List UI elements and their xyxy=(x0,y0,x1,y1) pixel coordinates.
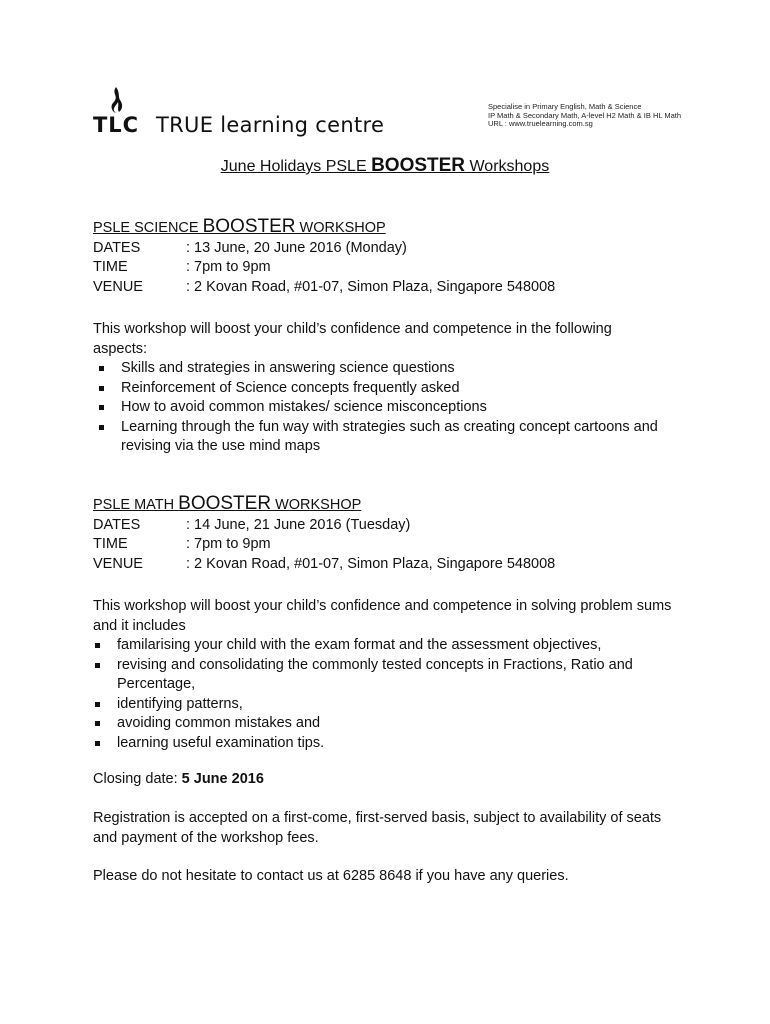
registration-text: Registration is accepted on a first-come, first-served basis, subject to availability of seats and payment of the workshop fees. xyxy=(93,810,662,846)
tagline-line: IP Math & Secondary Math, A-level H2 Math & IB HL Math xyxy=(488,110,682,120)
math-heading-emphasis: BOOSTER xyxy=(178,493,272,514)
venue-value: : 2 Kovan Road, #01-07, Simon Plaza, Singapore 548008 xyxy=(186,278,556,295)
science-intro: This workshop will boost your child’s confidence and competence in the following aspects: xyxy=(93,321,612,357)
science-heading-emphasis: BOOSTER xyxy=(202,216,296,237)
logo xyxy=(90,86,384,136)
closing-date-label: Closing date: xyxy=(93,771,182,787)
science-description xyxy=(93,320,663,457)
flame-icon xyxy=(107,86,125,114)
contact-note xyxy=(93,867,683,887)
dates-label: DATES xyxy=(93,516,141,533)
science-heading-post: WORKSHOP xyxy=(295,220,386,236)
title-emphasis: BOOSTER xyxy=(371,155,466,176)
logo-mark-text: TLC xyxy=(92,113,140,137)
tagline-line: Specialise in Primary English, Math & Science xyxy=(488,102,642,111)
page-title xyxy=(0,155,770,177)
list-item: familarising your child with the exam format and the assessment objectives, xyxy=(93,636,678,656)
math-time-row xyxy=(93,535,683,555)
time-value: : 7pm to 9pm xyxy=(186,259,271,275)
list-item: avoiding common mistakes and xyxy=(93,714,678,734)
science-time-row xyxy=(93,258,683,278)
math-heading-pre: PSLE MATH xyxy=(93,497,179,513)
math-description xyxy=(93,597,678,753)
science-venue-row xyxy=(93,278,683,298)
closing-date xyxy=(93,770,683,790)
list-item: learning useful examination tips. xyxy=(93,734,678,754)
dates-value: : 14 June, 21 June 2016 (Tuesday) xyxy=(186,516,411,533)
venue-label: VENUE xyxy=(93,278,143,295)
venue-label: VENUE xyxy=(93,555,143,572)
registration-note xyxy=(93,809,673,848)
list-item: Learning through the fun way with strategies such as creating concept cartoons and revising via the use mind maps xyxy=(93,418,663,457)
list-item: Reinforcement of Science concepts frequently asked xyxy=(93,379,663,399)
science-heading xyxy=(93,217,683,239)
time-value: : 7pm to 9pm xyxy=(186,536,271,552)
time-label: TIME xyxy=(93,259,128,275)
list-item: How to avoid common mistakes/ science misconceptions xyxy=(93,398,663,418)
science-dates-row xyxy=(93,239,683,259)
dates-label: DATES xyxy=(93,239,141,256)
science-section xyxy=(93,217,683,297)
list-item: Skills and strategies in answering science questions xyxy=(93,359,663,379)
contact-text: Please do not hesitate to contact us at 6285 8648 if you have any queries. xyxy=(93,868,569,884)
math-bullet-list xyxy=(93,636,678,753)
list-item: identifying patterns, xyxy=(93,695,678,715)
math-heading-post: WORKSHOP xyxy=(271,497,362,513)
time-label: TIME xyxy=(93,536,128,552)
dates-value: : 13 June, 20 June 2016 (Monday) xyxy=(186,239,407,256)
list-item: revising and consolidating the commonly tested concepts in Fractions, Ratio and Percentage, xyxy=(93,656,678,695)
logo-mark xyxy=(90,86,142,136)
science-bullet-list xyxy=(93,359,663,457)
science-heading-pre: PSLE SCIENCE xyxy=(93,220,203,236)
title-pre: June Holidays PSLE xyxy=(220,158,372,175)
title-post: Workshops xyxy=(465,158,550,175)
math-venue-row xyxy=(93,555,683,575)
math-dates-row xyxy=(93,516,683,536)
math-intro: This workshop will boost your child’s confidence and competence in solving problem sums and it includes xyxy=(93,598,672,634)
math-section xyxy=(93,494,683,574)
math-heading xyxy=(93,494,683,516)
venue-value: : 2 Kovan Road, #01-07, Simon Plaza, Singapore 548008 xyxy=(186,555,556,572)
tagline xyxy=(488,103,681,129)
tagline-line: URL : www.truelearning.com.sg xyxy=(488,119,593,128)
closing-date-value: 5 June 2016 xyxy=(181,771,264,787)
logo-name: TRUE learning centre xyxy=(156,113,385,137)
